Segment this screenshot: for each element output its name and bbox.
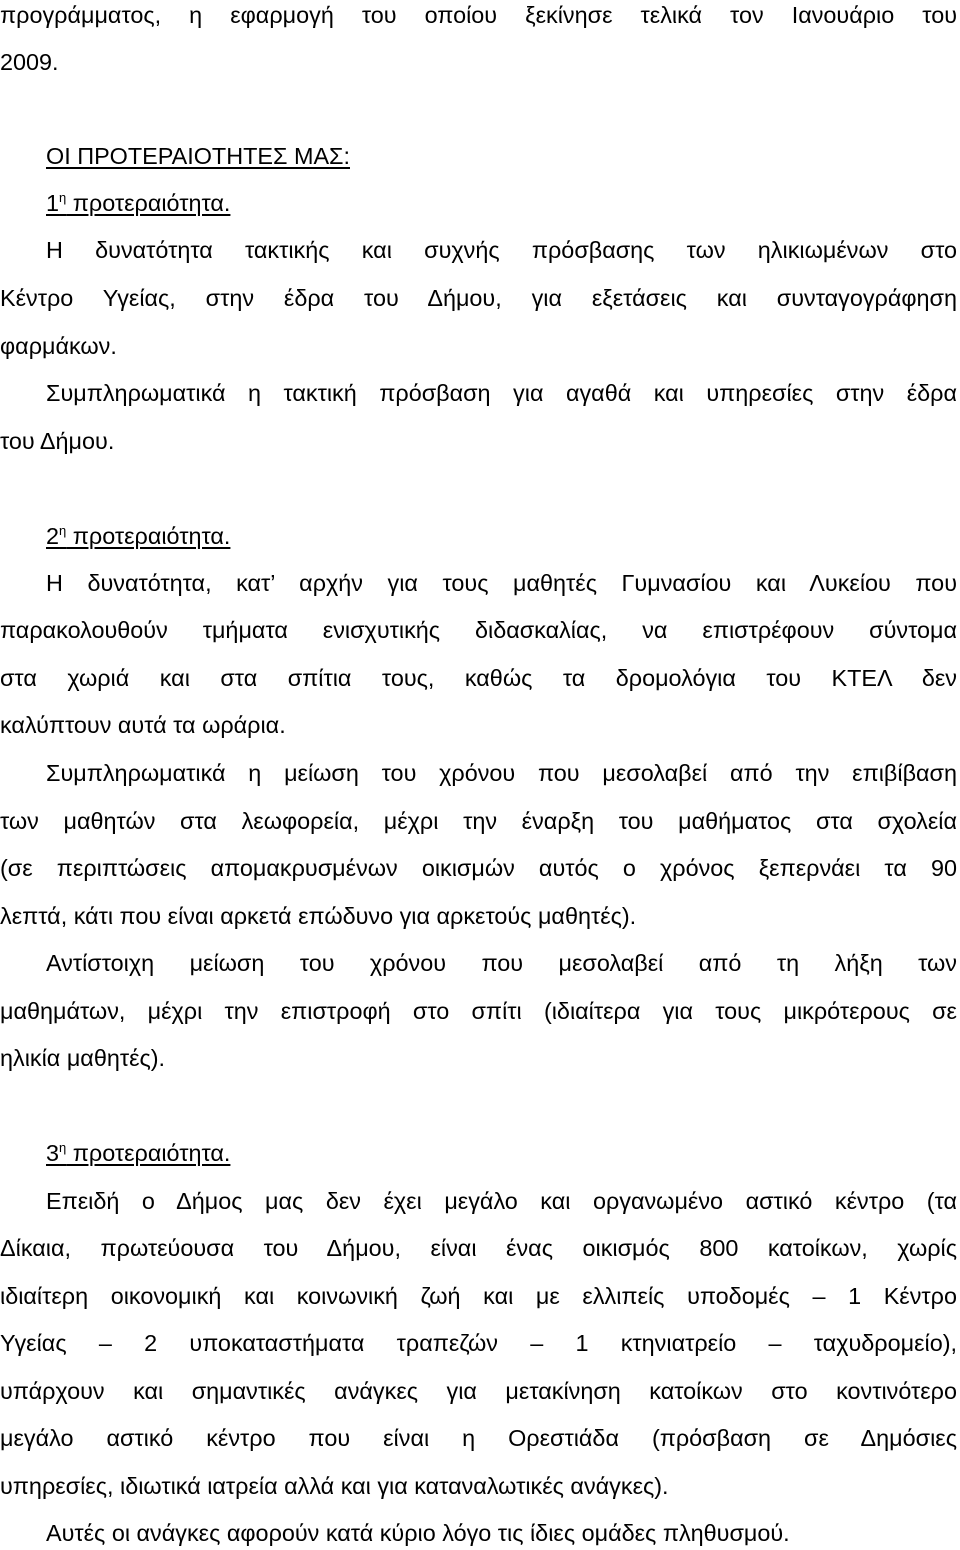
priority-2-line: στα χωριά και στα σπίτια τους, καθώς τα δρομολόγια του ΚΤΕΛ δεν (0, 665, 957, 691)
priority-1-line: Κέντρο Υγείας, στην έδρα του Δήμου, για εξετάσεις και συνταγογράφηση (0, 285, 957, 311)
priority-3-number: 3 (46, 1140, 60, 1166)
priority-2-line: Συμπληρωματικά η μείωση του χρόνου που μεσολαβεί από την επιβίβαση (46, 760, 957, 786)
priority-2-line: Αντίστοιχη μείωση του χρόνου που μεσολαβεί από τη λήξη των (46, 950, 957, 976)
priority-3-heading (46, 1137, 230, 1169)
priority-3-line: ιδιαίτερη οικονομική και κοινωνική ζωή και με ελλιπείς υποδομές – 1 Κέντρο (0, 1283, 957, 1309)
priority-2-superscript: η (59, 523, 67, 538)
priority-1-number: 1 (46, 190, 60, 216)
priority-2-number: 2 (46, 523, 60, 549)
priority-2-line: μαθημάτων, μέχρι την επιστροφή στο σπίτι (ιδιαίτερα για τους μικρότερους σε (0, 998, 957, 1024)
priority-1-line: φαρμάκων. (0, 333, 117, 359)
priority-2-label: προτεραιότητα. (66, 523, 231, 549)
priority-2-line: των μαθητών στα λεωφορεία, μέχρι την έναρξη του μαθήματος στα σχολεία (0, 808, 957, 834)
priority-1-line: Συμπληρωματικά η τακτική πρόσβαση για αγαθά και υπηρεσίες στην έδρα (46, 380, 957, 406)
priority-1-superscript: η (59, 190, 67, 205)
priority-3-line: υπηρεσίες, ιδιωτικά ιατρεία αλλά και για καταναλωτικές ανάγκες). (0, 1473, 669, 1499)
priority-2-line: λεπτά, κάτι που είναι αρκετά επώδυνο για αρκετούς μαθητές). (0, 903, 637, 929)
priority-1-line: Η δυνατότητα τακτικής και συχνής πρόσβασης των ηλικιωμένων στο (46, 237, 957, 263)
priority-2-heading (46, 520, 230, 552)
priority-2-line: καλύπτουν αυτά τα ωράρια. (0, 712, 286, 738)
priority-1-label: προτεραιότητα. (66, 190, 231, 216)
priority-3-line: Υγείας – 2 υποκαταστήματα τραπεζών – 1 κτηνιατρείο – ταχυδρομείο), (0, 1330, 957, 1356)
priority-1-heading (46, 187, 230, 219)
priority-2-line: (σε περιπτώσεις απομακρυσμένων οικισμών αυτός ο χρόνος ξεπερνάει τα 90 (0, 855, 957, 881)
intro-line: 2009. (0, 49, 59, 75)
priority-2-line: Η δυνατότητα, κατ’ αρχήν για τους μαθητές Γυμνασίου και Λυκείου που (46, 570, 957, 596)
priorities-heading-text: ΟΙ ΠΡΟΤΕΡΑΙΟΤΗΤΕΣ ΜΑΣ: (46, 143, 350, 169)
priority-3-line: υπάρχουν και σημαντικές ανάγκες για μετακίνηση κατοίκων στο κοντινότερο (0, 1378, 957, 1404)
priority-3-superscript: η (59, 1140, 67, 1155)
priority-3-line: μεγάλο αστικό κέντρο που είναι η Ορεστιάδα (πρόσβαση σε Δημόσιες (0, 1425, 957, 1451)
priority-3-line: Αυτές οι ανάγκες αφορούν κατά κύριο λόγο τις ίδιες ομάδες πληθυσμού. (46, 1520, 790, 1546)
priority-3-line: Επειδή ο Δήμος μας δεν έχει μεγάλο και οργανωμένο αστικό κέντρο (τα (46, 1188, 957, 1214)
priority-2-line: ηλικία μαθητές). (0, 1045, 166, 1071)
priorities-heading (46, 140, 350, 172)
priority-3-label: προτεραιότητα. (66, 1140, 231, 1166)
priority-3-line: Δίκαια, πρωτεύουσα του Δήμου, είναι ένας οικισμός 800 κατοίκων, χωρίς (0, 1235, 957, 1261)
priority-2-line: παρακολουθούν τμήματα ενισχυτικής διδασκαλίας, να επιστρέφουν σύντομα (0, 617, 957, 643)
priority-1-line: του Δήμου. (0, 428, 115, 454)
intro-line: προγράμματος, η εφαρμογή του οποίου ξεκίνησε τελικά τον Ιανουάριο του (0, 2, 957, 28)
